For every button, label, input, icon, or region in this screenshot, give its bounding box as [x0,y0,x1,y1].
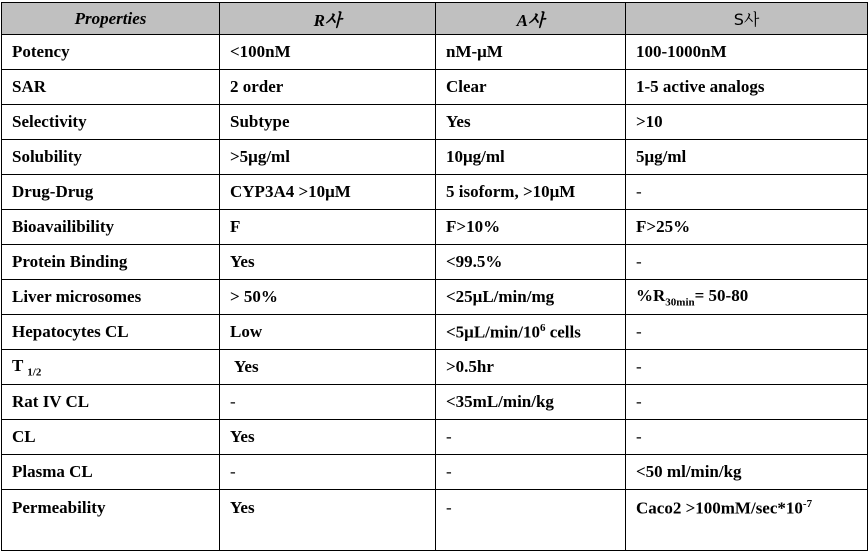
cell-s: >10 [626,105,868,140]
cell-r: F [220,210,436,245]
table-row [2,315,868,350]
header-r: R사 [220,3,436,35]
cell-s: - [626,420,868,455]
row-property [2,350,220,385]
row-property: Liver microsomes [2,280,220,315]
cell-s: - [626,350,868,385]
table-row [2,70,868,105]
cell-s-superscript: -7 [802,498,813,510]
row-property: Plasma CL [2,455,220,490]
cell-r: - [220,455,436,490]
row-property: Bioavailibility [2,210,220,245]
cell-a: F>10% [436,210,626,245]
table-row [2,385,868,420]
row-property: Hepatocytes CL [2,315,220,350]
cell-r: Yes [220,420,436,455]
cell-r: <100nM [220,35,436,70]
table-row [2,175,868,210]
cell-r: Low [220,315,436,350]
cell-s-text-end: = 50-80 [694,285,749,305]
row-property: Rat IV CL [2,385,220,420]
cell-a: nM-μM [436,35,626,70]
cell-s [626,490,868,551]
table-row [2,210,868,245]
cell-a: - [436,490,626,551]
cell-a [436,315,626,350]
cell-a: 5 isoform, >10μM [436,175,626,210]
cell-r: Yes [220,245,436,280]
cell-r: >5μg/ml [220,140,436,175]
cell-a: - [436,455,626,490]
cell-s-subscript: 30min [665,296,695,309]
row-property: Protein Binding [2,245,220,280]
row-property-text: T [12,355,28,375]
cell-r: Yes [220,350,436,385]
table-row [2,140,868,175]
row-property: Solubility [2,140,220,175]
cell-r: 2 order [220,70,436,105]
cell-r: - [220,385,436,420]
header-a: A사 [436,3,626,35]
cell-a: Clear [436,70,626,105]
row-property: Selectivity [2,105,220,140]
cell-a-text: <5μL/min/10 [446,322,540,342]
table-row [2,280,868,315]
row-property: Permeability [2,490,220,551]
cell-s-text: %R [636,285,666,305]
cell-r: > 50% [220,280,436,315]
cell-a-text-end: cells [545,322,581,342]
row-property: Drug-Drug [2,175,220,210]
table-row [2,350,868,385]
cell-s: - [626,315,868,350]
table-row [2,35,868,70]
cell-s: - [626,245,868,280]
cell-a: <35mL/min/kg [436,385,626,420]
cell-r: Yes [220,490,436,551]
header-row [2,3,868,35]
cell-s-text: Caco2 >100mM/sec*10 [636,498,803,518]
row-property-subscript: 1/2 [27,366,42,379]
header-properties: Properties [2,3,220,35]
properties-table [1,2,868,551]
cell-s: 5μg/ml [626,140,868,175]
cell-s: - [626,385,868,420]
cell-a: - [436,420,626,455]
cell-s: 1-5 active analogs [626,70,868,105]
cell-r: Subtype [220,105,436,140]
cell-s: <50 ml/min/kg [626,455,868,490]
table-row [2,105,868,140]
cell-a: <25μL/min/mg [436,280,626,315]
cell-a-superscript: 6 [539,321,546,334]
row-property: SAR [2,70,220,105]
cell-a: <99.5% [436,245,626,280]
table-row [2,245,868,280]
table-row [2,420,868,455]
header-s: S사 [626,3,868,35]
table-row [2,455,868,490]
row-property: CL [2,420,220,455]
cell-s [626,280,868,315]
cell-a: 10μg/ml [436,140,626,175]
cell-a: Yes [436,105,626,140]
row-property: Potency [2,35,220,70]
cell-r: CYP3A4 >10μM [220,175,436,210]
cell-s: F>25% [626,210,868,245]
cell-s: 100-1000nM [626,35,868,70]
cell-s: - [626,175,868,210]
cell-a: >0.5hr [436,350,626,385]
table-row [2,490,868,551]
